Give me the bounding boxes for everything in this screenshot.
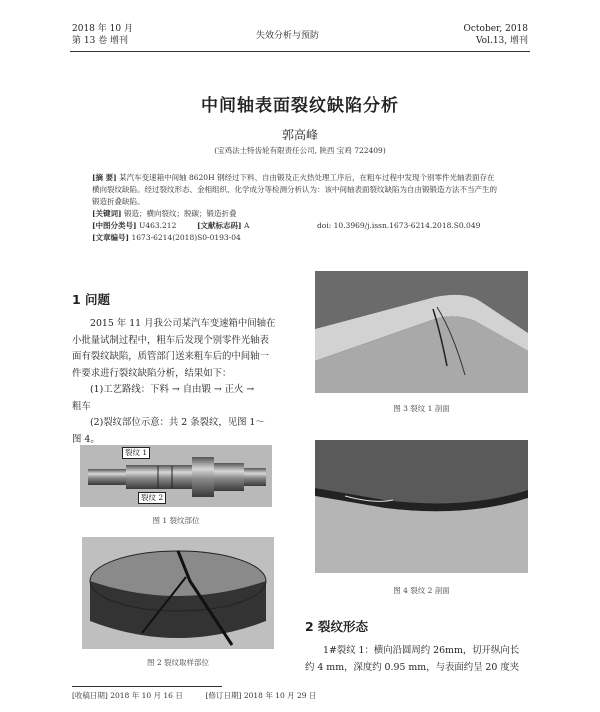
figure-3-caption: 图 3 裂纹 1 剖面 [393,404,450,413]
section-2-body [305,643,535,676]
abstract [92,172,522,244]
para-1-line-4: 件要求进行裂纹缺陷分析，结果如下： [72,367,232,379]
section-2-line-2: 约 4 mm，深度约 0.95 mm，与表面约呈 20 度夹 [305,661,520,673]
para-1-line-2: 小批量试制过程中，粗车后发现个别零件光轴表 [72,334,269,346]
received-date: [收稿日期] 2018 年 10 月 16 日 [72,691,183,700]
header-volume-en: Vol.13, 增刊 [475,36,528,46]
header-rule [70,51,530,52]
header-date-en: October, 2018 [463,24,528,34]
figure-1-photo [80,445,272,507]
para-3-line-1: (2)裂纹部位示意：共 2 条裂纹，见图 1～ [90,417,265,428]
header-volume-cn: 第 13 卷 增刊 [72,36,129,46]
section-2-line-1: 1#裂纹 1：横向沿圆周约 26mm，切开纵向长 [323,645,520,656]
abstract-line-2: 横向裂纹缺陷。经过裂纹形态、金相组织、化学成分等检测分析认为：该中间轴表面裂纹缺陷为自由锻锻造方法不当产生的 [92,185,497,194]
article-author: 郭高峰 [281,128,318,142]
para-2-line-2: 粗车 [72,400,91,412]
article-affiliation: (宝鸡法士特齿轮有限责任公司, 陕西 宝鸡 722409) [214,146,386,155]
footer-dates [72,690,316,702]
abstract-label: [摘 要] [92,173,117,182]
para-1-line-1: 2015 年 11 月我公司某汽车变速箱中间轴在 [90,318,276,329]
para-3-line-2: 图 4。 [72,433,100,445]
figure-1-caption: 图 1 裂纹部位 [152,516,200,525]
article-title: 中间轴表面裂纹缺陷分析 [201,96,399,116]
para-2-line-1: (1)工艺路线：下料 → 自由锻 → 正火 → [90,384,255,395]
section-1-heading: 1 问题 [72,292,111,307]
article-no: 1673-6214(2018)S0-0193-04 [131,233,241,242]
revised-date: [修订日期] 2018 年 10 月 29 日 [205,691,317,700]
figure-4-photo [315,440,528,573]
class-value: U463.212 [139,221,177,230]
abstract-line-3: 锻造折叠缺陷。 [92,197,145,206]
para-1-line-3: 面有裂纹缺陷，质管部门送来粗车后的中间轴一 [72,351,269,362]
figure-1-label-crack-2: 裂纹 2 [138,492,166,504]
keywords-label: [关键词] [92,209,122,218]
figure-2-photo [82,537,274,649]
header-date-cn: 2018 年 10 月 [72,24,133,34]
class-label: [中图分类号] [92,221,137,230]
header-column: 失效分析与预防 [256,31,320,41]
figure-1-label-crack-1: 裂纹 1 [122,447,150,459]
figure-3-photo [315,271,528,393]
doc-label: [文献标志码] [197,221,242,230]
section-1-body [72,316,302,448]
keywords: 锻造；横向裂纹；脱碳；锻造折叠 [124,209,237,218]
figure-4-caption: 图 4 裂纹 2 剖面 [393,586,450,595]
doi: doi: 10.3969/j.issn.1673-6214.2018.S0.049 [317,221,481,230]
figure-2-caption: 图 2 裂纹取样部位 [146,658,210,667]
footer-rule [72,686,222,687]
doc-value: A [244,221,250,230]
section-2-heading: 2 裂纹形态 [305,619,369,634]
article-no-label: [文章编号] [92,233,130,242]
abstract-line-1: 某汽车变速箱中间轴 8620H 钢经过下料、自由锻及正火热处理工序后，在粗车过程中发现个别零件光轴表面存在 [119,173,495,182]
